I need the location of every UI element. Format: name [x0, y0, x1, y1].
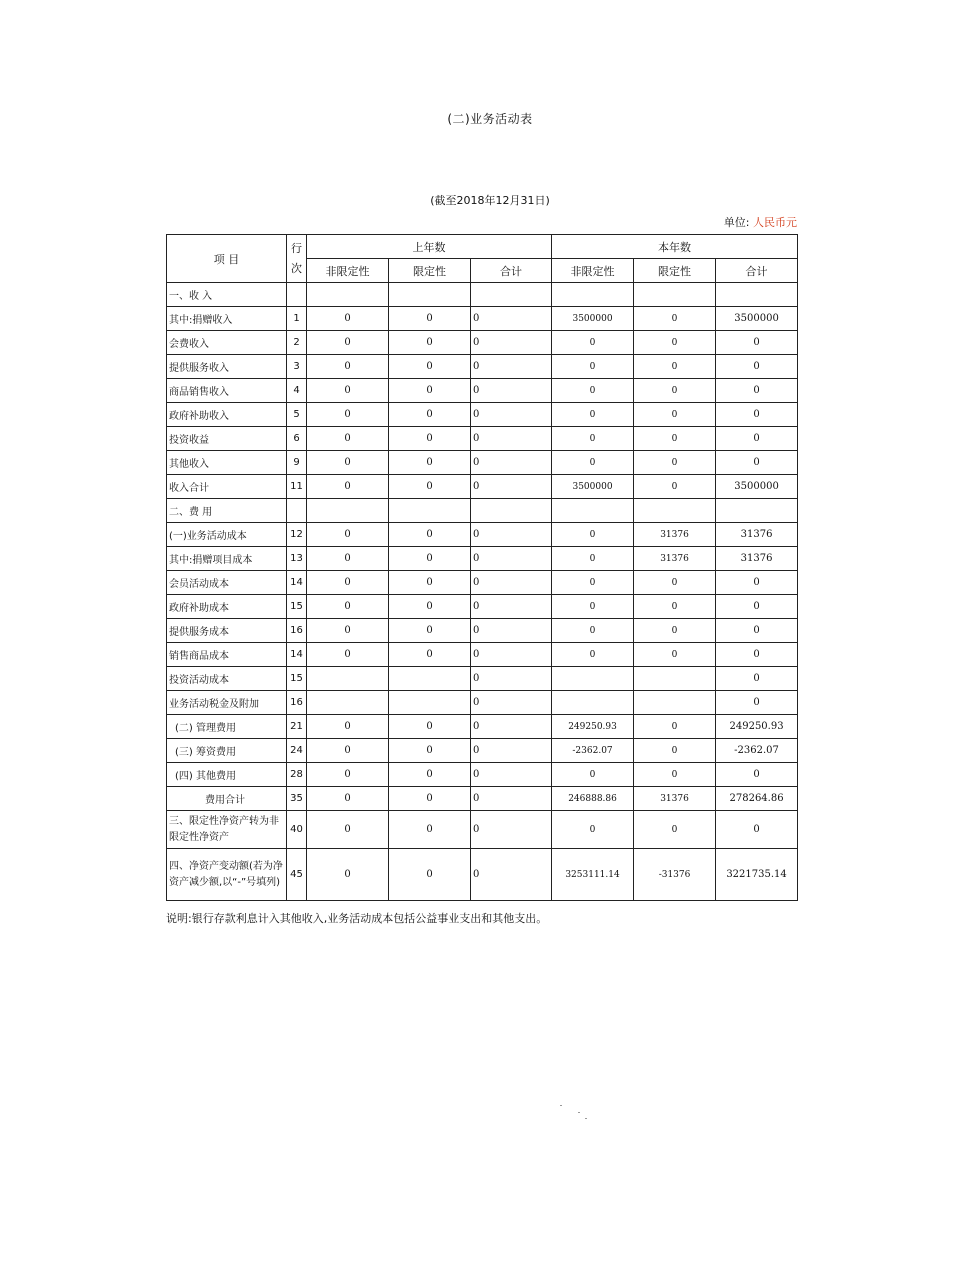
- cell-prev-restricted: [389, 499, 471, 523]
- cell-curr-restricted: [634, 283, 716, 307]
- table-row: [167, 619, 798, 643]
- cell-curr-total: 0: [716, 619, 798, 643]
- cell-curr-restricted: 0: [634, 427, 716, 451]
- cell-curr-total: 0: [716, 811, 798, 849]
- cell-prev-total: 0: [471, 379, 552, 403]
- cell-curr-unrestricted: 0: [552, 379, 634, 403]
- header-prev-year: 上年数: [307, 235, 552, 259]
- table-row: [167, 763, 798, 787]
- cell-curr-total: [716, 283, 798, 307]
- table-row: [167, 643, 798, 667]
- cell-curr-total: -2362.07: [716, 739, 798, 763]
- cell-prev-unrestricted: [307, 283, 389, 307]
- cell-prev-total: 0: [471, 763, 552, 787]
- cell-curr-restricted: 0: [634, 403, 716, 427]
- cell-prev-unrestricted: 0: [307, 523, 389, 547]
- cell-curr-total: 278264.86: [716, 787, 798, 811]
- row-line-number: 1: [287, 307, 307, 331]
- row-line-number: [287, 499, 307, 523]
- table-row: [167, 451, 798, 475]
- cell-prev-unrestricted: 0: [307, 475, 389, 499]
- cell-curr-restricted: 0: [634, 331, 716, 355]
- row-item-name: 费用合计: [167, 787, 287, 811]
- row-item-name: 投资收益: [167, 427, 287, 451]
- row-item-name: 投资活动成本: [167, 667, 287, 691]
- header-prev-total: 合计: [471, 259, 552, 283]
- table-row: [167, 307, 798, 331]
- row-line-number: 15: [287, 667, 307, 691]
- row-line-number: 40: [287, 811, 307, 849]
- header-curr-unrestricted: 非限定性: [552, 259, 634, 283]
- cell-prev-total: 0: [471, 571, 552, 595]
- cell-prev-unrestricted: 0: [307, 811, 389, 849]
- table-row: [167, 403, 798, 427]
- cell-prev-restricted: 0: [389, 427, 471, 451]
- cell-prev-total: 0: [471, 787, 552, 811]
- cell-curr-unrestricted: -2362.07: [552, 739, 634, 763]
- table-row: [167, 283, 798, 307]
- cell-prev-total: [471, 499, 552, 523]
- cell-prev-restricted: 0: [389, 811, 471, 849]
- row-line-number: 14: [287, 643, 307, 667]
- scan-speck: [560, 1105, 562, 1106]
- cell-prev-restricted: 0: [389, 739, 471, 763]
- cell-prev-restricted: 0: [389, 451, 471, 475]
- cell-prev-unrestricted: 0: [307, 619, 389, 643]
- cell-curr-total: 0: [716, 403, 798, 427]
- cell-prev-unrestricted: 0: [307, 451, 389, 475]
- cell-prev-total: 0: [471, 331, 552, 355]
- cell-prev-restricted: 0: [389, 787, 471, 811]
- cell-prev-total: 0: [471, 811, 552, 849]
- table-row: [167, 691, 798, 715]
- cell-curr-total: 0: [716, 427, 798, 451]
- cell-prev-restricted: 0: [389, 849, 471, 901]
- row-line-number: 2: [287, 331, 307, 355]
- cell-curr-restricted: 0: [634, 571, 716, 595]
- row-line-number: 24: [287, 739, 307, 763]
- row-line-number: 16: [287, 691, 307, 715]
- table-row: [167, 739, 798, 763]
- row-item-name: 政府补助收入: [167, 403, 287, 427]
- cell-prev-total: 0: [471, 403, 552, 427]
- row-line-number: 28: [287, 763, 307, 787]
- cell-prev-restricted: 0: [389, 547, 471, 571]
- cell-prev-total: 0: [471, 451, 552, 475]
- row-line-number: [287, 283, 307, 307]
- cell-curr-unrestricted: 0: [552, 403, 634, 427]
- cell-curr-total: 0: [716, 571, 798, 595]
- cell-curr-unrestricted: 0: [552, 595, 634, 619]
- row-line-number: 14: [287, 571, 307, 595]
- row-line-number: 4: [287, 379, 307, 403]
- row-line-number: 16: [287, 619, 307, 643]
- cell-curr-total: 0: [716, 355, 798, 379]
- row-item-name: (二) 管理费用: [167, 715, 287, 739]
- cell-prev-restricted: 0: [389, 379, 471, 403]
- row-line-number: 13: [287, 547, 307, 571]
- cell-prev-restricted: 0: [389, 331, 471, 355]
- row-line-number: 5: [287, 403, 307, 427]
- row-item-name: 政府补助成本: [167, 595, 287, 619]
- cell-prev-restricted: 0: [389, 475, 471, 499]
- cell-prev-total: 0: [471, 691, 552, 715]
- row-item-name: 四、净资产变动额(若为净资产减少额,以“-”号填列): [167, 849, 287, 901]
- cell-curr-total: 0: [716, 691, 798, 715]
- cell-prev-unrestricted: 0: [307, 715, 389, 739]
- cell-curr-restricted: 0: [634, 643, 716, 667]
- row-item-name: (三) 筹资费用: [167, 739, 287, 763]
- cell-curr-unrestricted: 0: [552, 547, 634, 571]
- cell-prev-unrestricted: 0: [307, 849, 389, 901]
- cell-curr-restricted: [634, 499, 716, 523]
- cell-curr-unrestricted: 0: [552, 523, 634, 547]
- cell-curr-unrestricted: 0: [552, 643, 634, 667]
- header-curr-year: 本年数: [552, 235, 798, 259]
- row-line-number: 15: [287, 595, 307, 619]
- cell-prev-unrestricted: 0: [307, 307, 389, 331]
- cell-prev-restricted: [389, 691, 471, 715]
- cell-curr-total: 0: [716, 643, 798, 667]
- cell-curr-total: 31376: [716, 523, 798, 547]
- cell-prev-total: 0: [471, 595, 552, 619]
- row-item-name: (一)业务活动成本: [167, 523, 287, 547]
- row-item-name: 其中:捐赠项目成本: [167, 547, 287, 571]
- cell-curr-total: 0: [716, 595, 798, 619]
- cell-prev-total: 0: [471, 307, 552, 331]
- cell-curr-restricted: [634, 691, 716, 715]
- table-row: [167, 849, 798, 901]
- table-row: [167, 547, 798, 571]
- cell-prev-total: 0: [471, 849, 552, 901]
- row-line-number: 35: [287, 787, 307, 811]
- row-line-number: 9: [287, 451, 307, 475]
- row-item-name: 收入合计: [167, 475, 287, 499]
- report-date: (截至2018年12月31日): [430, 194, 550, 207]
- header-item: 项 目: [167, 235, 287, 283]
- report-note: 说明:银行存款利息计入其他收入,业务活动成本包括公益事业支出和其他支出。: [166, 912, 548, 925]
- cell-curr-unrestricted: [552, 667, 634, 691]
- cell-prev-restricted: [389, 283, 471, 307]
- row-line-number: 3: [287, 355, 307, 379]
- row-item-name: 商品销售收入: [167, 379, 287, 403]
- cell-curr-unrestricted: 0: [552, 811, 634, 849]
- cell-prev-unrestricted: 0: [307, 787, 389, 811]
- cell-curr-restricted: 0: [634, 739, 716, 763]
- table-row: [167, 331, 798, 355]
- cell-curr-restricted: [634, 667, 716, 691]
- cell-prev-unrestricted: [307, 691, 389, 715]
- cell-prev-unrestricted: 0: [307, 571, 389, 595]
- cell-prev-unrestricted: 0: [307, 355, 389, 379]
- row-item-name: 提供服务收入: [167, 355, 287, 379]
- cell-curr-unrestricted: 0: [552, 355, 634, 379]
- row-line-number: 12: [287, 523, 307, 547]
- cell-curr-restricted: 0: [634, 307, 716, 331]
- cell-curr-unrestricted: 0: [552, 619, 634, 643]
- row-item-name: 业务活动税金及附加: [167, 691, 287, 715]
- cell-curr-total: 0: [716, 667, 798, 691]
- row-item-name: 其他收入: [167, 451, 287, 475]
- cell-prev-restricted: 0: [389, 595, 471, 619]
- cell-prev-unrestricted: 0: [307, 427, 389, 451]
- cell-prev-total: 0: [471, 667, 552, 691]
- cell-prev-restricted: 0: [389, 523, 471, 547]
- row-line-number: 11: [287, 475, 307, 499]
- cell-prev-unrestricted: 0: [307, 331, 389, 355]
- cell-curr-unrestricted: 0: [552, 451, 634, 475]
- table-body: [167, 283, 798, 901]
- row-item-name: 其中:捐赠收入: [167, 307, 287, 331]
- row-item-name: 销售商品成本: [167, 643, 287, 667]
- cell-prev-restricted: 0: [389, 643, 471, 667]
- cell-curr-restricted: 31376: [634, 523, 716, 547]
- cell-prev-total: 0: [471, 427, 552, 451]
- cell-curr-total: 31376: [716, 547, 798, 571]
- table-row: [167, 355, 798, 379]
- table-row: [167, 427, 798, 451]
- cell-prev-total: 0: [471, 547, 552, 571]
- cell-prev-total: [471, 283, 552, 307]
- cell-prev-restricted: 0: [389, 715, 471, 739]
- cell-curr-restricted: 0: [634, 715, 716, 739]
- cell-prev-restricted: 0: [389, 619, 471, 643]
- cell-curr-total: 3500000: [716, 307, 798, 331]
- row-item-name: 一、收 入: [167, 283, 287, 307]
- row-item-name: (四) 其他费用: [167, 763, 287, 787]
- cell-prev-total: 0: [471, 739, 552, 763]
- row-item-name: 三、限定性净资产转为非限定性净资产: [167, 811, 287, 849]
- unit-value: 人民币元: [753, 216, 797, 229]
- cell-curr-total: 3221735.14: [716, 849, 798, 901]
- header-curr-restricted: 限定性: [634, 259, 716, 283]
- unit-label: 单位:: [723, 216, 750, 229]
- report-title: (二)业务活动表: [447, 112, 533, 126]
- row-item-name: 会费收入: [167, 331, 287, 355]
- cell-prev-restricted: 0: [389, 307, 471, 331]
- cell-curr-restricted: 0: [634, 451, 716, 475]
- cell-curr-restricted: -31376: [634, 849, 716, 901]
- cell-curr-restricted: 0: [634, 811, 716, 849]
- cell-prev-restricted: 0: [389, 571, 471, 595]
- cell-curr-unrestricted: 0: [552, 331, 634, 355]
- table-row: [167, 595, 798, 619]
- cell-curr-unrestricted: 3500000: [552, 307, 634, 331]
- cell-curr-restricted: 0: [634, 379, 716, 403]
- cell-prev-restricted: 0: [389, 763, 471, 787]
- cell-prev-total: 0: [471, 475, 552, 499]
- header-curr-total: 合计: [716, 259, 798, 283]
- cell-prev-unrestricted: 0: [307, 763, 389, 787]
- cell-curr-total: 0: [716, 451, 798, 475]
- cell-prev-total: 0: [471, 715, 552, 739]
- cell-curr-restricted: 31376: [634, 547, 716, 571]
- row-line-number: 45: [287, 849, 307, 901]
- cell-prev-unrestricted: 0: [307, 403, 389, 427]
- table-row: [167, 715, 798, 739]
- cell-prev-total: 0: [471, 355, 552, 379]
- table-row: [167, 787, 798, 811]
- cell-curr-total: [716, 499, 798, 523]
- table-row: [167, 811, 798, 849]
- table-row: [167, 667, 798, 691]
- cell-prev-unrestricted: 0: [307, 547, 389, 571]
- header-prev-restricted: 限定性: [389, 259, 471, 283]
- cell-curr-restricted: 31376: [634, 787, 716, 811]
- cell-prev-unrestricted: 0: [307, 595, 389, 619]
- cell-curr-unrestricted: 3253111.14: [552, 849, 634, 901]
- currency-unit: [724, 214, 797, 230]
- cell-prev-unrestricted: 0: [307, 739, 389, 763]
- cell-curr-unrestricted: [552, 691, 634, 715]
- cell-prev-restricted: 0: [389, 355, 471, 379]
- row-line-number: 6: [287, 427, 307, 451]
- table-row: [167, 379, 798, 403]
- cell-curr-total: 3500000: [716, 475, 798, 499]
- cell-curr-unrestricted: 0: [552, 571, 634, 595]
- cell-curr-total: 0: [716, 379, 798, 403]
- row-line-number: 21: [287, 715, 307, 739]
- cell-curr-restricted: 0: [634, 475, 716, 499]
- cell-curr-unrestricted: 3500000: [552, 475, 634, 499]
- cell-curr-unrestricted: 0: [552, 427, 634, 451]
- row-item-name: 提供服务成本: [167, 619, 287, 643]
- cell-curr-total: 249250.93: [716, 715, 798, 739]
- cell-curr-restricted: 0: [634, 763, 716, 787]
- table-row: [167, 475, 798, 499]
- cell-prev-unrestricted: 0: [307, 379, 389, 403]
- cell-curr-unrestricted: 246888.86: [552, 787, 634, 811]
- cell-prev-unrestricted: [307, 499, 389, 523]
- cell-prev-restricted: 0: [389, 403, 471, 427]
- row-item-name: 二、费 用: [167, 499, 287, 523]
- cell-prev-restricted: [389, 667, 471, 691]
- cell-curr-restricted: 0: [634, 355, 716, 379]
- cell-curr-restricted: 0: [634, 619, 716, 643]
- cell-curr-total: 0: [716, 331, 798, 355]
- row-item-name: 会员活动成本: [167, 571, 287, 595]
- table-row: [167, 499, 798, 523]
- scan-speck: [585, 1118, 587, 1119]
- table-row: [167, 523, 798, 547]
- cell-prev-total: 0: [471, 619, 552, 643]
- header-prev-unrestricted: 非限定性: [307, 259, 389, 283]
- cell-prev-unrestricted: [307, 667, 389, 691]
- cell-prev-unrestricted: 0: [307, 643, 389, 667]
- cell-prev-total: 0: [471, 523, 552, 547]
- cell-curr-unrestricted: [552, 499, 634, 523]
- cell-curr-unrestricted: [552, 283, 634, 307]
- cell-curr-restricted: 0: [634, 595, 716, 619]
- scan-speck: [578, 1112, 580, 1113]
- cell-curr-total: 0: [716, 763, 798, 787]
- cell-curr-unrestricted: 249250.93: [552, 715, 634, 739]
- table-row: [167, 571, 798, 595]
- cell-prev-total: 0: [471, 643, 552, 667]
- header-line: 行 次: [287, 235, 307, 283]
- business-activity-table: [166, 234, 798, 901]
- cell-curr-unrestricted: 0: [552, 763, 634, 787]
